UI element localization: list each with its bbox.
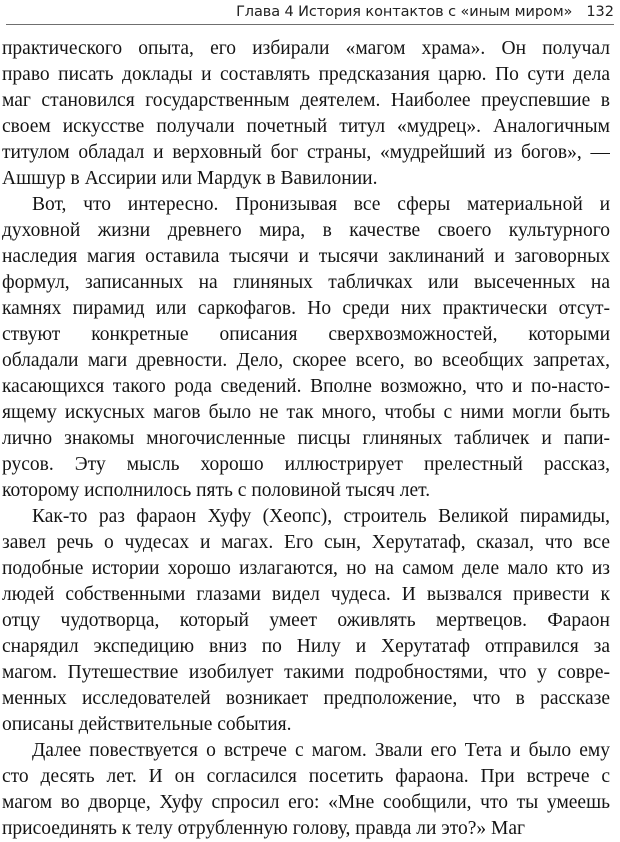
text-line: титулом обладал и верховный бог страны, «мудрейший из богов», —: [2, 142, 610, 163]
text-line: ствуют конкретные описания сверхвозможностей, которыми: [2, 324, 610, 345]
paragraph: [2, 36, 610, 192]
text-line: маг становился государственным деятелем. Наиболее преуспевшие в: [2, 90, 610, 111]
text-line: практического опыта, его избирали «магом храма». Он получал: [2, 38, 610, 59]
text-line: Вот, что интересно. Пронизывая все сферы материальной и: [32, 194, 610, 215]
text-line: Далее повествуется о встрече с магом. Звали его Тета и было ему: [32, 740, 610, 761]
paragraph: [2, 504, 610, 738]
text-line: обладали маги древности. Дело, скорее всего, во всеобщих запретах,: [2, 350, 610, 371]
running-header: [6, 2, 614, 24]
body-text: [2, 36, 610, 842]
text-line: лично знакомы многочисленные писцы глиняных табличек и папи-: [2, 428, 610, 449]
text-line: снарядил экспедицию вниз по Нилу и Херутатаф отправился за: [2, 636, 610, 657]
text-line: отцу чудотворца, который умеет оживлять мертвецов. Фараон: [2, 610, 610, 631]
text-line: магом во дворце, Хуфу спросил его: «Мне сообщили, что ты умеешь: [2, 792, 610, 813]
text-line: своем искусстве получали почетный титул «мудрец». Аналогичным: [2, 116, 610, 137]
text-line: менных исследователей возникает предположение, что в рассказе: [2, 688, 610, 709]
text-line: ящему искусных магов было не так много, чтобы с ними могли быть: [2, 402, 610, 423]
text-line: формул, записанных на глиняных табличках или высеченных на: [2, 272, 610, 293]
text-line: которому исполнилось пять с половиной тысяч лет.: [2, 480, 431, 501]
text-line: право писать доклады и составлять предсказания царю. По сути дела: [2, 64, 610, 85]
text-line: подобные истории хорошо излагаются, но на самом деле мало кто из: [2, 558, 610, 579]
text-line: сто десять лет. И он согласился посетить фараона. При встрече с: [2, 766, 610, 787]
header-rule: [6, 24, 614, 25]
text-line: описаны действительные события.: [2, 714, 292, 735]
text-line: завел речь о чудесах и магах. Его сын, Херутатаф, сказал, что все: [2, 532, 610, 553]
text-line: Ашшур в Ассирии или Мардук в Вавилонии.: [2, 168, 378, 189]
chapter-title: Глава 4 История контактов с «иным миром»: [236, 4, 573, 20]
text-line: духовной жизни древнего мира, в качестве своего культурного: [2, 220, 610, 241]
paragraph: [2, 192, 610, 504]
text-line: присоединять к телу отрубленную голову, правда ли это?» Маг: [2, 818, 526, 839]
text-line: магом. Путешествие изобилует такими подробностями, что у совре-: [2, 662, 610, 683]
text-line: камнях пирамид или саркофагов. Но среди них практически отсут-: [2, 298, 610, 319]
text-line: наследия магия оставила тысячи и тысячи заклинаний и заговорных: [2, 246, 610, 267]
paragraph: [2, 738, 610, 842]
text-line: людей собственными глазами видел чудеса. И вызвался привести к: [2, 584, 610, 605]
text-line: касающихся такого рода сведений. Вполне возможно, что и по-насто-: [2, 376, 610, 397]
text-line: русов. Эту мысль хорошо иллюстрирует прелестный рассказ,: [2, 454, 610, 475]
page-number: 132: [586, 4, 614, 20]
text-line: Как-то раз фараон Хуфу (Хеопс), строитель Великой пирамиды,: [32, 506, 610, 527]
